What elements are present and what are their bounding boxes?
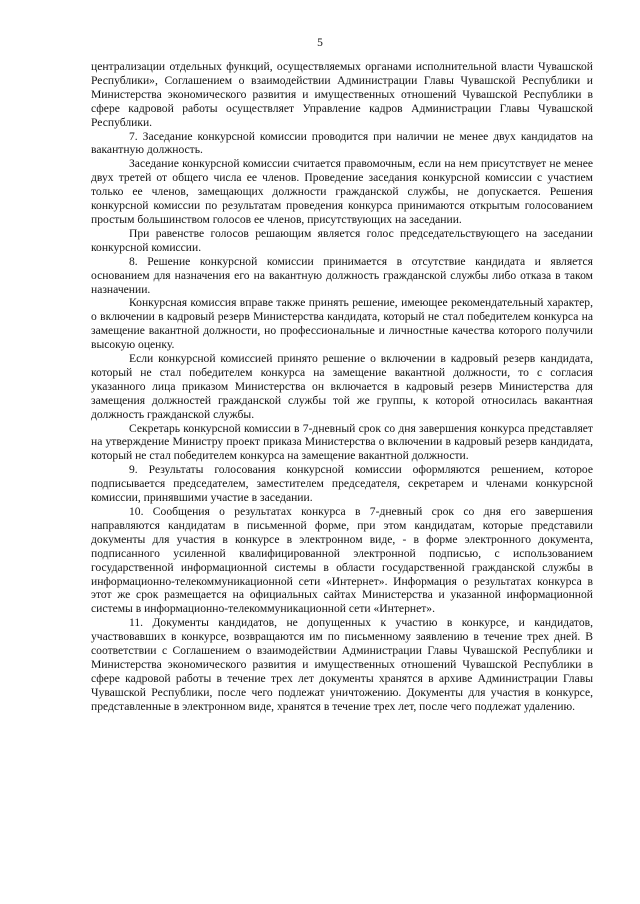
- page-number: 5: [317, 37, 323, 49]
- paragraph-continuation: централизации отдельных функций, осуществляемых органами исполнительной власти Чувашской Республики», Соглашением о взаимодействии Администрации Главы Чувашской Республики и Министерства экономического развития и имущественных отношений Чувашской Республики в сфере кадровой работы осуществляет Управление кадров Администрации Главы Чувашской Республики.: [91, 60, 593, 129]
- document-body: [91, 60, 593, 714]
- paragraph-item-8: 8. Решение конкурсной комиссии принимается в отсутствие кандидата и является основанием для назначения его на вакантную должность гражданской службы либо отказа в таком назначении.: [91, 254, 593, 296]
- paragraph-quorum: Заседание конкурсной комиссии считается правомочным, если на нем присутствует не менее двух третей от общего числа ее членов. Проведение заседания конкурсной комиссии с участием только ее членов, замещающих должности гражданской службы, не допускается. Решения конкурсной комиссии по результатам проведения конкурса принимаются открытым голосованием простым большинством голосов ее членов, присутствующих на заседании.: [91, 157, 593, 226]
- paragraph-reserve-recommendation: Конкурсная комиссия вправе также принять решение, имеющее рекомендательный характер, о включении в кадровый резерв Министерства кандидата, который не стал победителем конкурса на замещение вакантной должности, но профессиональные и личностные качества которого получили высокую оценку.: [91, 296, 593, 352]
- paragraph-reserve-inclusion: Если конкурсной комиссией принято решение о включении в кадровый резерв кандидата, который не стал победителем конкурса на замещение вакантной должности, то с согласия указанного лица приказом Министерства он включается в кадровый резерв Министерства для замещения должностей гражданской службы той же группы, к которой относилась вакантная должность гражданской службы.: [91, 352, 593, 421]
- paragraph-item-10: 10. Сообщения о результатах конкурса в 7-дневный срок со дня его завершения направляются кандидатам в письменной форме, при этом кандидатам, которые представили документы для участия в конкурсе в электронном виде, - в форме электронного документа, подписанного усиленной квалифицированной электронной подписью, с использованием государственной информационной системы в области государственной гражданской службы в информационно-телекоммуникационной сети «Интернет». Информация о результатах конкурса в этот же срок размещается на официальных сайтах Министерства и указанной информационной системы в информационно-телекоммуникационной сети «Интернет».: [91, 505, 593, 616]
- paragraph-item-11: 11. Документы кандидатов, не допущенных к участию в конкурсе, и кандидатов, участвовавших в конкурсе, возвращаются им по письменному заявлению в течение трех дней. В соответствии с Соглашением о взаимодействии Администрации Главы Чувашской Республики и Министерства экономического развития и имущественных отношений Чувашской Республики в сфере кадровой работы в течение трех лет документы хранятся в архиве Администрации Главы Чувашской Республики, после чего подлежат уничтожению. Документы для участия в конкурсе, представленные в электронном виде, хранятся в течение трех лет, после чего подлежат удалению.: [91, 616, 593, 713]
- paragraph-secretary: Секретарь конкурсной комиссии в 7-дневный срок со дня завершения конкурса представляет на утверждение Министру проект приказа Министерства о включении в кадровый резерв кандидата, который не стал победителем конкурса на замещение вакантной должности.: [91, 421, 593, 463]
- paragraph-item-9: 9. Результаты голосования конкурсной комиссии оформляются решением, которое подписывается председателем, заместителем председателя, секретарем и членами конкурсной комиссии, принявшими участие в заседании.: [91, 463, 593, 505]
- paragraph-tie-vote: При равенстве голосов решающим является голос председательствующего на заседании конкурсной комиссии.: [91, 226, 593, 254]
- paragraph-item-7: 7. Заседание конкурсной комиссии проводится при наличии не менее двух кандидатов на вакантную должность.: [91, 129, 593, 157]
